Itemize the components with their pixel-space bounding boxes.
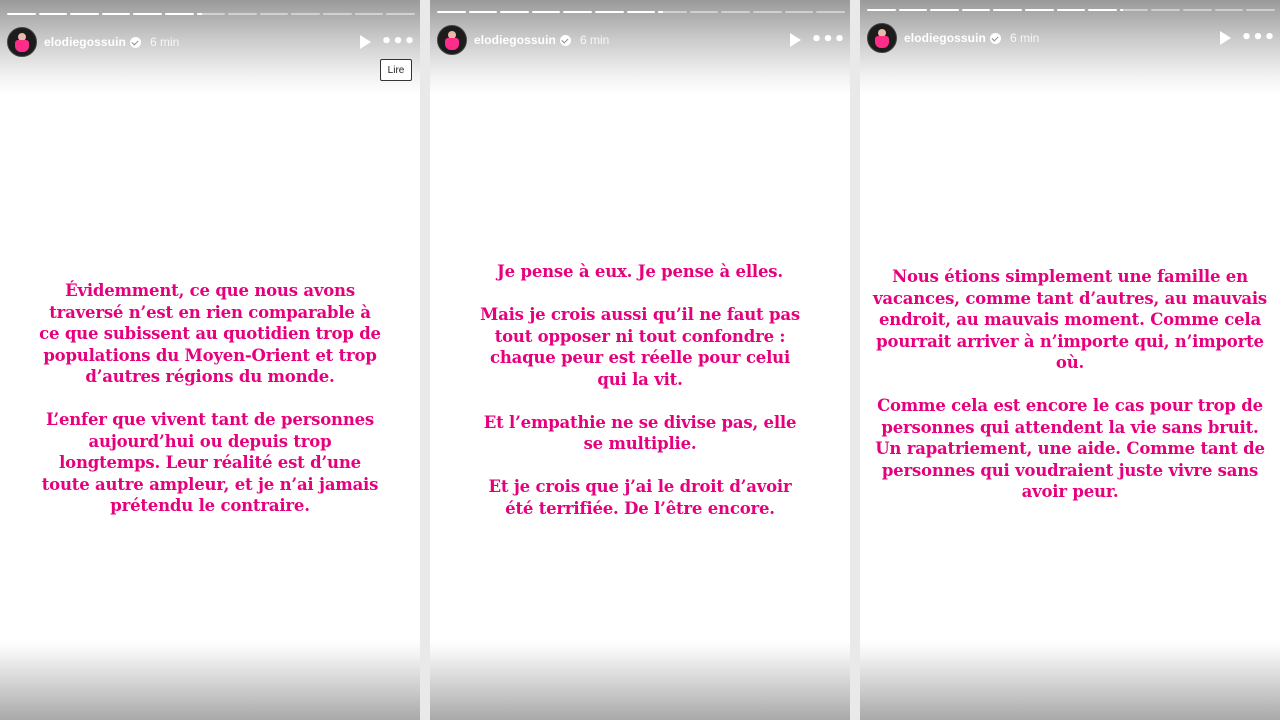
progress-segment xyxy=(102,13,131,15)
progress-fill xyxy=(165,13,194,15)
play-button[interactable] xyxy=(1214,27,1236,49)
more-options-button[interactable] xyxy=(1240,27,1276,49)
progress-segment xyxy=(70,13,99,15)
play-tooltip: Lire xyxy=(380,59,412,81)
verified-badge-icon xyxy=(560,35,571,46)
progress-segment xyxy=(658,11,687,13)
more-options-button[interactable] xyxy=(810,29,846,51)
progress-segment xyxy=(260,13,289,15)
story-paragraph: Nous étions simplement une famille en vacances, comme tant d’autres, au mauvais endroit, au mauvais moment. Comme cela pourrait arriver à n’importe qui, n’importe où. xyxy=(873,267,1267,372)
progress-segment xyxy=(1025,9,1054,11)
play-icon xyxy=(1220,31,1231,45)
progress-fill xyxy=(1088,9,1117,11)
progress-fill xyxy=(469,11,498,13)
story-header xyxy=(437,25,846,55)
story-text xyxy=(860,266,1280,503)
progress-segment xyxy=(165,13,194,15)
timestamp: 6 min xyxy=(149,35,180,49)
progress-fill xyxy=(39,13,68,15)
more-options-button[interactable] xyxy=(380,31,416,53)
progress-segment xyxy=(785,11,814,13)
story-paragraph: Évidemment, ce que nous avons traversé n’est en rien comparable à ce que subissent au quotidien trop de populations du Moyen-Orient et trop d’autres régions du monde. xyxy=(39,281,381,386)
progress-segment xyxy=(816,11,845,13)
progress-segment xyxy=(291,13,320,15)
progress-segment xyxy=(563,11,592,13)
progress-segment xyxy=(532,11,561,13)
progress-fill xyxy=(930,9,959,11)
progress-segment xyxy=(1088,9,1117,11)
progress-segment xyxy=(595,11,624,13)
story-bottom-gradient xyxy=(430,640,850,720)
progress-fill xyxy=(1025,9,1054,11)
progress-segment xyxy=(197,13,226,15)
play-button[interactable] xyxy=(354,31,376,53)
progress-segment xyxy=(469,11,498,13)
progress-segment xyxy=(867,9,896,11)
progress-segment xyxy=(1215,9,1244,11)
play-button[interactable] xyxy=(784,29,806,51)
progress-fill xyxy=(500,11,529,13)
story-panel-3[interactable] xyxy=(860,0,1280,720)
progress-fill xyxy=(595,11,624,13)
verified-badge-icon xyxy=(130,37,141,48)
progress-segment xyxy=(500,11,529,13)
progress-fill xyxy=(867,9,896,11)
story-paragraph: Je pense à eux. Je pense à elles. xyxy=(497,262,783,281)
username[interactable]: elodiegossuin xyxy=(44,35,126,49)
progress-segment xyxy=(690,11,719,13)
progress-segment xyxy=(7,13,36,15)
story-panel-2[interactable] xyxy=(430,0,850,720)
story-paragraph: Et l’empathie ne se divise pas, elle se multiplie. xyxy=(483,412,797,453)
more-icon: ••• xyxy=(810,29,846,50)
more-icon: ••• xyxy=(380,31,416,52)
story-progress-bar xyxy=(867,9,1275,12)
progress-segment xyxy=(899,9,928,11)
progress-segment xyxy=(993,9,1022,11)
progress-segment xyxy=(437,11,466,13)
progress-segment xyxy=(1183,9,1212,11)
progress-segment xyxy=(228,13,257,15)
avatar[interactable] xyxy=(7,27,37,57)
progress-fill xyxy=(658,11,662,13)
progress-fill xyxy=(7,13,36,15)
story-paragraph: L’enfer que vivent tant de personnes aujourd’hui ou depuis trop longtemps. Leur réalité est d’une toute autre ampleur, et je n’ai jamais prétendu le contraire. xyxy=(41,410,379,515)
progress-segment xyxy=(386,13,415,15)
progress-fill xyxy=(993,9,1022,11)
progress-segment xyxy=(930,9,959,11)
progress-fill xyxy=(437,11,466,13)
story-header xyxy=(867,23,1276,53)
progress-segment xyxy=(323,13,352,15)
progress-fill xyxy=(899,9,928,11)
timestamp: 6 min xyxy=(1009,31,1040,45)
progress-fill xyxy=(133,13,162,15)
avatar[interactable] xyxy=(867,23,897,53)
story-bottom-gradient xyxy=(0,640,420,720)
username[interactable]: elodiegossuin xyxy=(474,33,556,47)
story-panel-1[interactable] xyxy=(0,0,420,720)
story-bottom-gradient xyxy=(860,640,1280,720)
username[interactable]: elodiegossuin xyxy=(904,31,986,45)
progress-fill xyxy=(1120,9,1123,11)
avatar[interactable] xyxy=(437,25,467,55)
play-icon xyxy=(790,33,801,47)
progress-segment xyxy=(962,9,991,11)
play-icon xyxy=(360,35,371,49)
verified-badge-icon xyxy=(990,33,1001,44)
story-paragraph: Mais je crois aussi qu’il ne faut pas tout opposer ni tout confondre : chaque peur est réelle pour celui qui la vit. xyxy=(480,305,800,389)
progress-fill xyxy=(1057,9,1086,11)
timestamp: 6 min xyxy=(579,33,610,47)
progress-fill xyxy=(102,13,131,15)
progress-segment xyxy=(1120,9,1149,11)
progress-fill xyxy=(627,11,656,13)
progress-segment xyxy=(355,13,384,15)
more-icon: ••• xyxy=(1240,27,1276,48)
progress-segment xyxy=(133,13,162,15)
progress-segment xyxy=(753,11,782,13)
story-text xyxy=(430,261,850,519)
story-text xyxy=(0,280,420,517)
progress-segment xyxy=(1246,9,1275,11)
progress-fill xyxy=(532,11,561,13)
story-header xyxy=(7,27,416,57)
progress-fill xyxy=(70,13,99,15)
story-paragraph: Comme cela est encore le cas pour trop de personnes qui attendent la vie sans bruit. Un rapatriement, une aide. Comme tant de personnes qui voudraient juste vivre sans avoir peur. xyxy=(875,396,1265,501)
progress-segment xyxy=(39,13,68,15)
progress-segment xyxy=(1151,9,1180,11)
progress-segment xyxy=(627,11,656,13)
story-paragraph: Et je crois que j’ai le droit d’avoir été terrifiée. De l’être encore. xyxy=(488,477,792,518)
progress-fill xyxy=(563,11,592,13)
story-progress-bar xyxy=(437,11,845,14)
progress-fill xyxy=(962,9,991,11)
progress-fill xyxy=(197,13,203,15)
progress-segment xyxy=(1057,9,1086,11)
progress-segment xyxy=(721,11,750,13)
story-progress-bar xyxy=(7,13,415,16)
